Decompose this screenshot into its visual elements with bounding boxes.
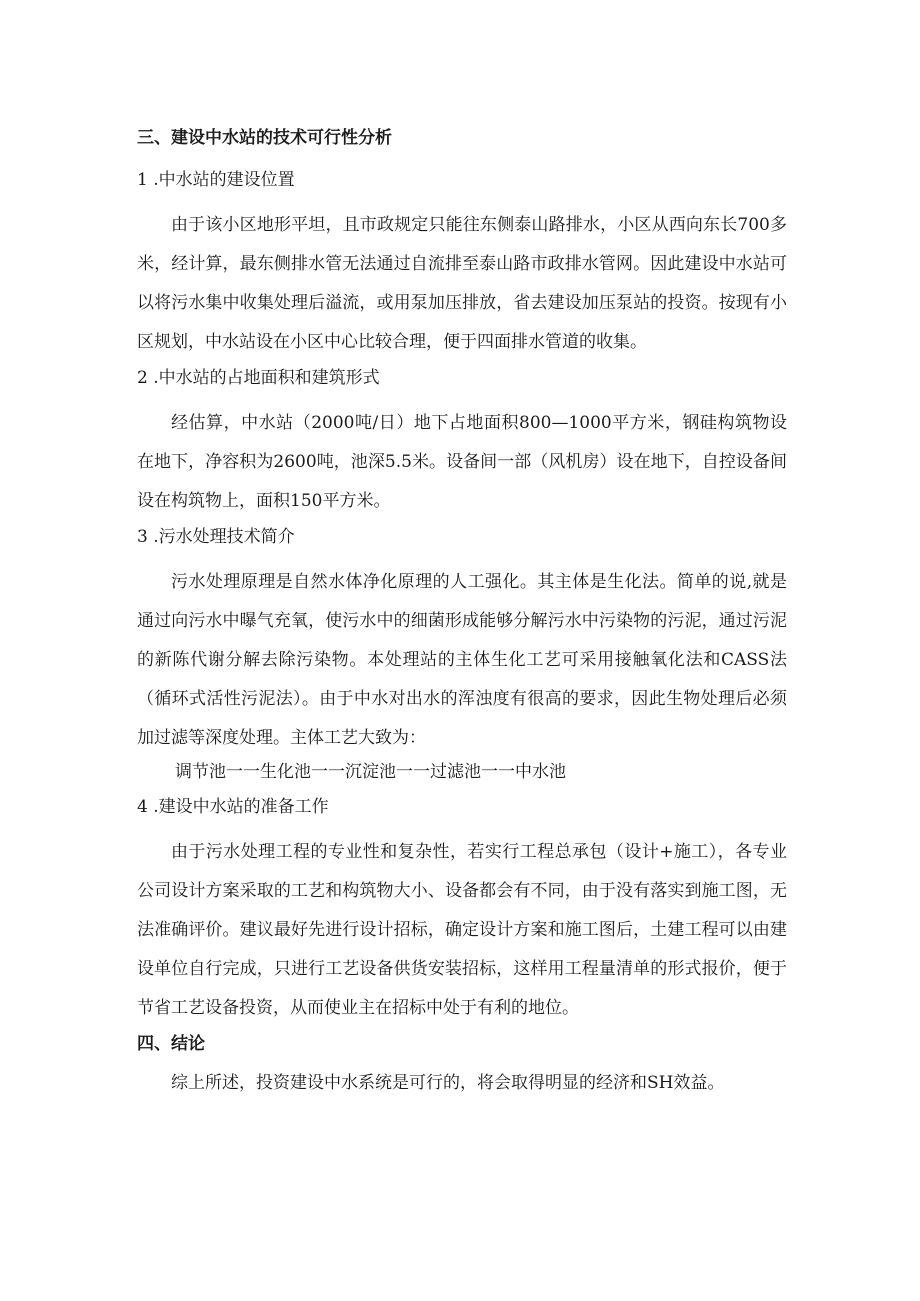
process-flow: 调节池一一生化池一一沉淀池一一过滤池一一中水池 — [175, 762, 566, 782]
sub4-paragraph: 由于污水处理工程的专业性和复杂性，若实行工程总承包（设计+施工），各专业公司设计方案采取的工艺和构筑物大小、设备都会有不同，由于没有落实到施工图，无法准确评价。建议最好先进行设计招标，确定设计方案和施工图后，土建工程可以由建设单位自行完成，只进行工艺设备供货安装招标，这样用工程量清单的形式报价，便于节省工艺设备投资，从而使业主在招标中处于有利的地位。 — [137, 842, 787, 1018]
sub3-heading: 3 .污水处理技术简介 — [137, 527, 295, 547]
sub1-heading: 1 .中水站的建设位置 — [137, 170, 295, 190]
conclusion-paragraph: 综上所述，投资建设中水系统是可行的，将会取得明显的经济和SH效益。 — [171, 1073, 725, 1093]
sub2-heading: 2 .中水站的占地面积和建筑形式 — [137, 368, 380, 388]
section3-title: 三、建设中水站的技术可行性分析 — [137, 128, 392, 148]
sub3-paragraph: 污水处理原理是自然水体净化原理的人工强化。其主体是生化法。简单的说,就是通过向污水中曝气充氧，使污水中的细菌形成能够分解污水中污染物的污泥，通过污泥的新陈代谢分解去除污染物。本处理站的主体生化工艺可采用接触氧化法和CASS法（循环式活性污泥法）。由于中水对出水的浑浊度有很高的要求，因此生物处理后必须加过滤等深度处理。主体工艺大致为： — [137, 572, 787, 748]
sub4-heading: 4 .建设中水站的准备工作 — [137, 797, 329, 817]
section4-title: 四、结论 — [137, 1034, 205, 1054]
sub2-paragraph: 经估算，中水站（2000吨/日）地下占地面积800—1000平方米，钢硅构筑物设在地下，净容积为2600吨，池深5.5米。设备间一部（风机房）设在地下，自控设备间设在构筑物上，面积150平方米。 — [137, 413, 787, 511]
sub1-paragraph: 由于该小区地形平坦，且市政规定只能往东侧泰山路排水，小区从西向东长700多米，经计算，最东侧排水管无法通过自流排至泰山路市政排水管网。因此建设中水站可以将污水集中收集处理后溢流，或用泵加压排放，省去建设加压泵站的投资。按现有小区规划，中水站设在小区中心比较合理，便于四面排水管道的收集。 — [137, 215, 787, 352]
